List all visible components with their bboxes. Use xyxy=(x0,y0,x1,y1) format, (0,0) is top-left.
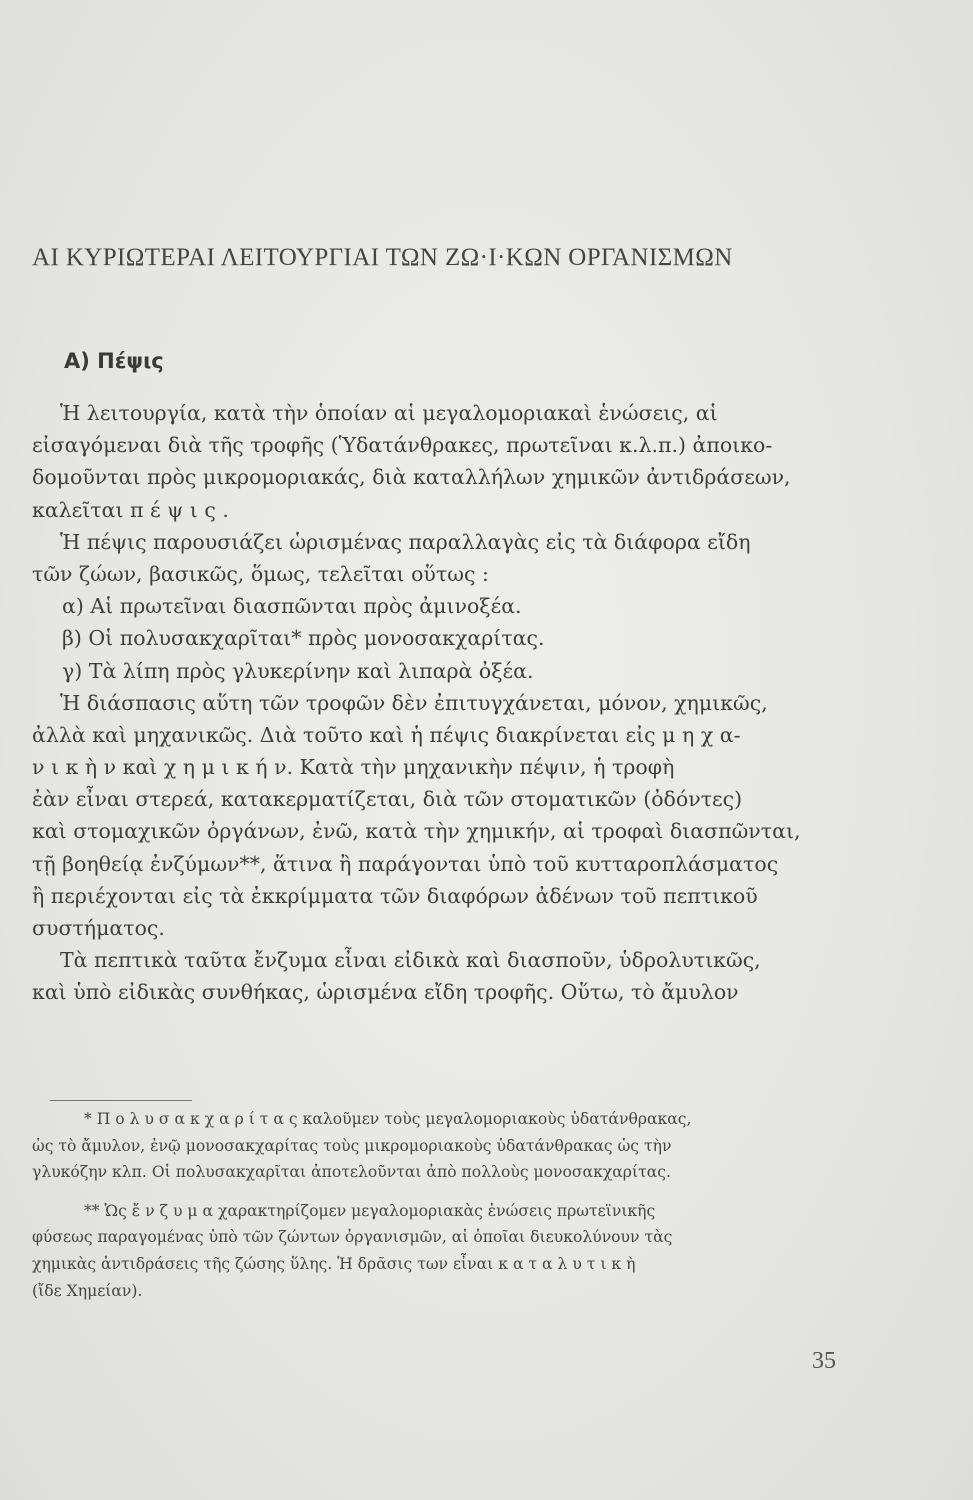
body-line: καλεῖται π έ ψ ι ς . xyxy=(32,497,229,522)
chapter-heading: ΑΙ ΚΥΡΙΩΤΕΡΑΙ ΛΕΙΤΟΥΡΓΙΑΙ ΤΩΝ ΖΩ·Ι·ΚΩΝ ΟΡΓΑΝΙΣΜΩΝ xyxy=(32,244,733,271)
footnote-line: γλυκόζην κλπ. Οἱ πολυσακχαρῖται ἀποτελοῦνται ἀπὸ πολλοὺς μονοσακχαρίτας. xyxy=(32,1163,671,1182)
body-line: τῶν ζώων, βασικῶς, ὅμως, τελεῖται οὕτως : xyxy=(32,561,489,586)
body-line: καὶ στομαχικῶν ὀργάνων, ἐνῶ, κατὰ τὴν χημικήν, αἱ τροφαὶ διασπῶνται, xyxy=(32,819,801,844)
body-line: Ἡ πέψις παρουσιάζει ὡρισμένας παραλλαγὰς εἰς τὰ διάφορα εἴδη xyxy=(60,529,751,554)
body-line: Ἡ διάσπασις αὕτη τῶν τροφῶν δὲν ἐπιτυγχάνεται, μόνον, χημικῶς, xyxy=(60,690,768,715)
footnote-gap xyxy=(32,1186,842,1198)
body-line: συστήματος. xyxy=(32,916,165,940)
list-item: α) Αἱ πρωτεῖναι διασπῶνται πρὸς ἀμινοξέα. xyxy=(62,594,522,619)
body-line: Ἡ λειτουργία, κατὰ τὴν ὁποίαν αἱ μεγαλομοριακαὶ ἑνώσεις, αἱ xyxy=(60,401,718,425)
footnote-line: φύσεως παραγομένας ὑπὸ τῶν ζώντων ὀργανισμῶν, αἱ ὁποῖαι διευκολύνουν τὰς xyxy=(32,1228,673,1247)
list-item: β) Οἱ πολυσακχαρῖται* πρὸς μονοσακχαρίτας. xyxy=(62,626,545,651)
footnote-divider xyxy=(50,1100,192,1101)
body-line: τῇ βοηθείᾳ ἐνζύμων**, ἅτινα ἢ παράγονται ὑπὸ τοῦ κυτταροπλάσματος xyxy=(32,851,779,876)
list-item: γ) Τὰ λίπη πρὸς γλυκερίνην καὶ λιπαρὰ ὀξέα. xyxy=(62,658,534,683)
body-line: ἢ περιέχονται εἰς τὰ ἐκκρίμματα τῶν διαφόρων ἀδένων τοῦ πεπτικοῦ xyxy=(32,883,758,908)
footnotes xyxy=(32,1106,842,1304)
footnote-line: (ἴδε Χημείαν). xyxy=(32,1281,143,1300)
body-text xyxy=(32,397,832,1009)
page-number: 35 xyxy=(812,1348,836,1374)
body-line: ν ι κ ὴ ν καὶ χ η μ ι κ ή ν. Κατὰ τὴν μηχανικὴν πέψιν, ἡ τροφὴ xyxy=(32,755,675,780)
body-line: ἀλλὰ καὶ μηχανικῶς. Διὰ τοῦτο καὶ ἡ πέψις διακρίνεται εἰς μ η χ α- xyxy=(32,722,741,747)
body-line: ἐὰν εἶναι στερεά, κατακερματίζεται, διὰ τῶν στοματικῶν (ὀδόντες) xyxy=(32,787,743,812)
footnote-line: χημικὰς ἀντιδράσεις τῆς ζώσης ὕλης. Ἡ δρᾶσις των εἶναι κ α τ α λ υ τ ι κ ὴ xyxy=(32,1254,636,1273)
body-line: καὶ ὑπὸ εἰδικὰς συνθήκας, ὡρισμένα εἴδη τροφῆς. Οὕτω, τὸ ἄμυλον xyxy=(32,980,739,1005)
footnote-line: ὡς τὸ ἄμυλον, ἐνῷ μονοσακχαρίτας τοὺς μικρομοριακοὺς ὑδατάνθρακας ὡς τὴν xyxy=(32,1136,672,1155)
body-line: εἰσαγόμεναι διὰ τῆς τροφῆς (Ὑδατάνθρακες, πρωτεῖναι κ.λ.π.) ἀποικο- xyxy=(32,433,773,458)
footnote-line: * Π ο λ υ σ α κ χ α ρ ί τ α ς καλοῦμεν τοὺς μεγαλομοριακοὺς ὑδατάνθρακας, xyxy=(84,1110,692,1128)
section-title: Α) Πέψις xyxy=(64,349,164,373)
body-line: δομοῦνται πρὸς μικρομοριακάς, διὰ καταλλήλων χημικῶν ἀντιδράσεων, xyxy=(32,465,791,490)
body-line: Τὰ πεπτικὰ ταῦτα ἔνζυμα εἶναι εἰδικὰ καὶ διασποῦν, ὑδρολυτικῶς, xyxy=(60,948,761,973)
footnote-line: ** Ὡς ἔ ν ζ υ μ α χαρακτηρίζομεν μεγαλομοριακὰς ἑνώσεις πρωτεϊνικῆς xyxy=(84,1201,656,1220)
